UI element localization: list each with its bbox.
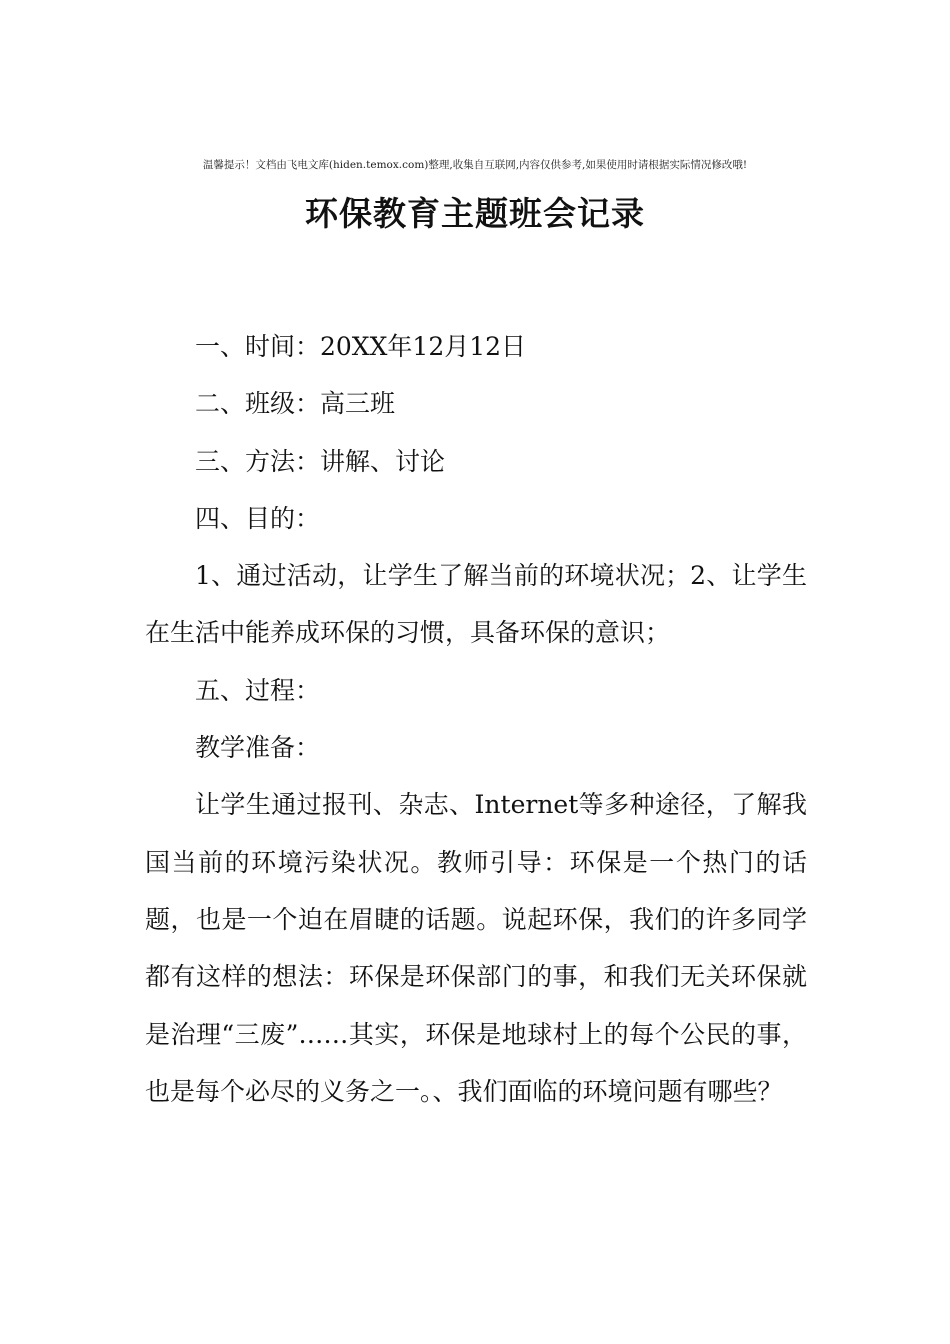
document-body xyxy=(145,318,807,1120)
paragraph-time: 一、时间：20XX年12月12日 xyxy=(195,332,527,361)
paragraph-purpose-details: 1、通过活动，让学生了解当前的环境状况；2、让学生在生活中能养成环保的习惯，具备环保的意识； xyxy=(145,561,807,648)
paragraph-class: 二、班级：高三班 xyxy=(195,389,396,419)
paragraph-preparation-body: 让学生通过报刊、杂志、Internet等多种途径，了解我国当前的环境污染状况。教师引导：环保是一个热门的话题，也是一个迫在眉睫的话题。说起环保，我们的许多同学都有这样的想法：环保是环保部门的事，和我们无关环保就是治理“三废”……其实，环保是地球村上的每个公民的事，也是每个必尽的义务之一。、我们面临的环境问题有哪些？ xyxy=(145,790,807,1106)
paragraph-purpose-heading: 四、目的： xyxy=(195,503,321,533)
paragraph-preparation-heading: 教学准备： xyxy=(195,733,321,763)
paragraph-method: 三、方法：讲解、讨论 xyxy=(195,446,446,476)
document-title: 环保教育主题班会记录 xyxy=(305,194,645,233)
document-notice: 温馨提示！文档由飞电文库(hiden.temox.com)整理,收集自互联网,内容仅供参考,如果使用时请根据实际情况修改哦! xyxy=(202,159,748,171)
paragraph-process-heading: 五、过程： xyxy=(195,675,321,705)
